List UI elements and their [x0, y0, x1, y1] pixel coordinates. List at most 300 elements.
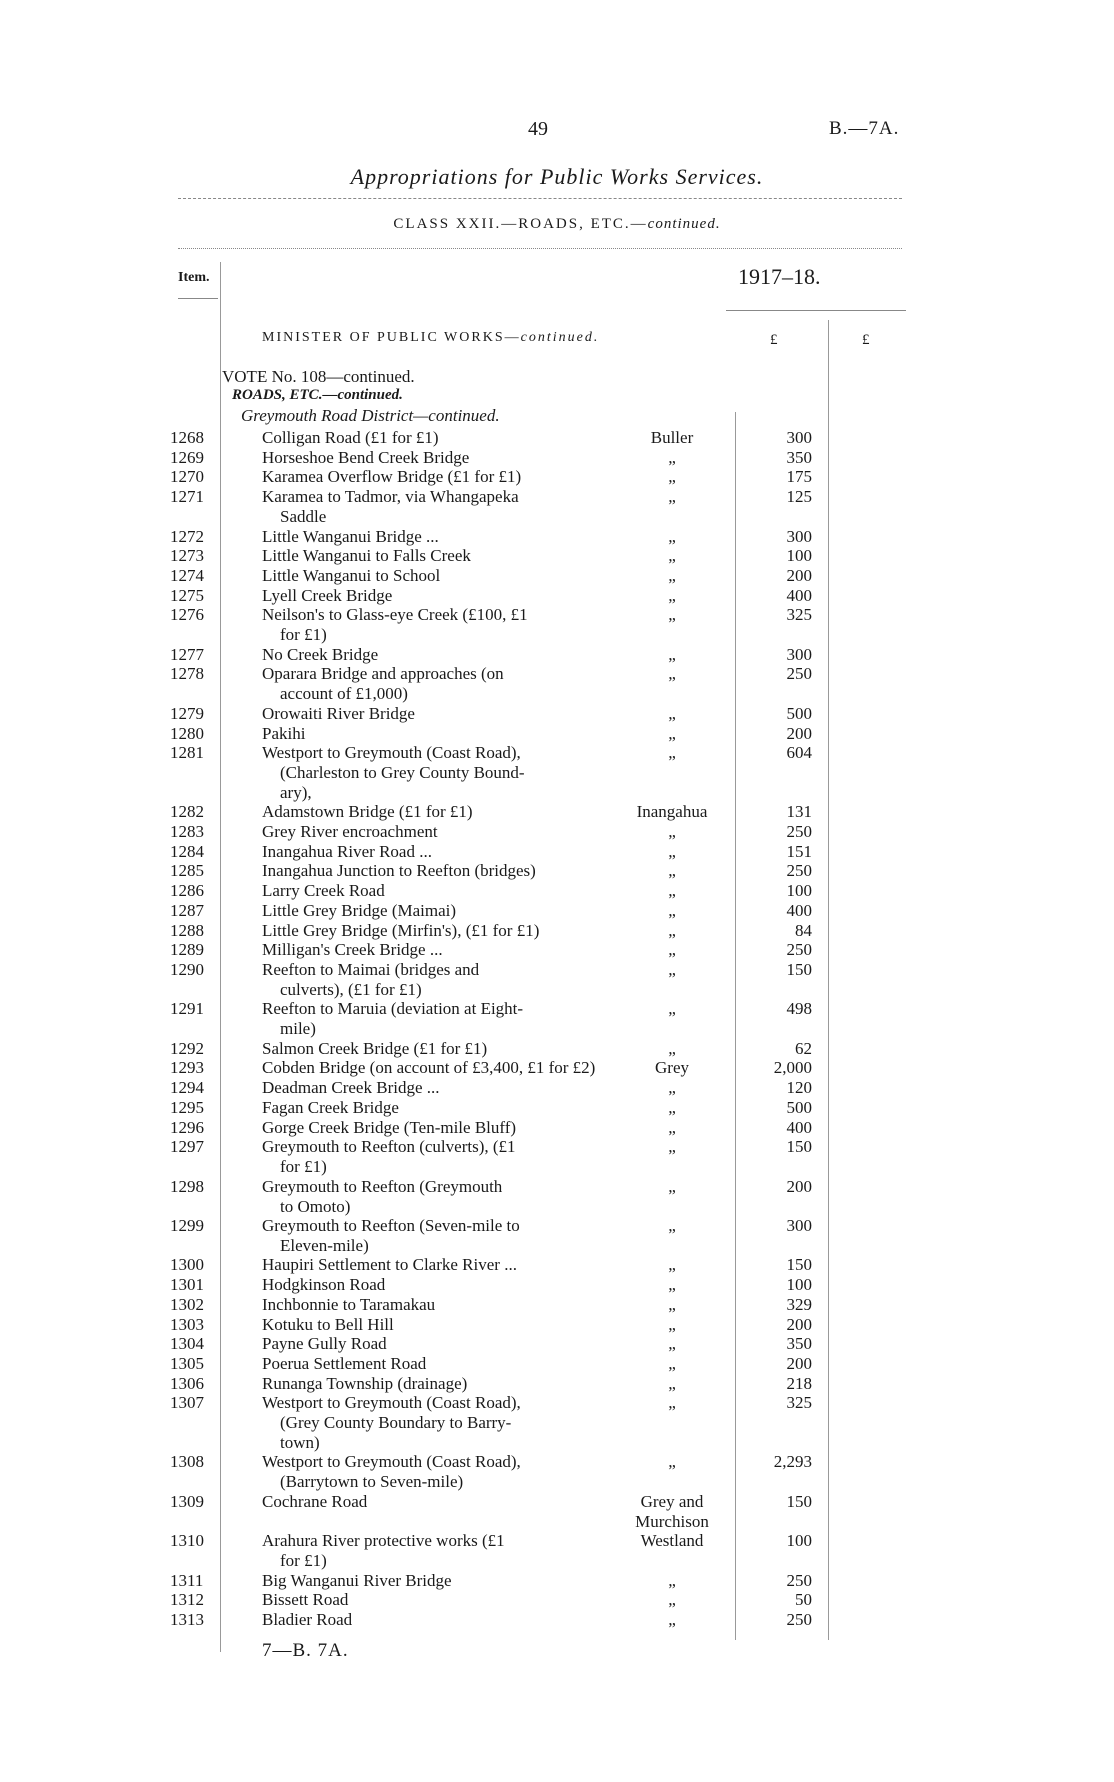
item-description: [262, 645, 592, 665]
district-line: Buller: [650, 428, 694, 447]
item-number: 1296: [170, 1117, 204, 1137]
item-description: [262, 1177, 592, 1217]
table-row: [0, 1354, 1114, 1374]
amount: 350: [786, 1334, 812, 1354]
item-description: [262, 1354, 592, 1374]
table-row: [0, 921, 1114, 941]
district-line: „: [668, 841, 676, 861]
table-row: [0, 1216, 1114, 1255]
item-number: 1306: [170, 1373, 204, 1393]
table-row: [0, 901, 1114, 921]
description-line: Colligan Road (£1 for £1): [262, 428, 439, 447]
district-line: Grey: [655, 1058, 689, 1078]
class-rule: [178, 248, 902, 249]
amount: 2,000: [773, 1058, 812, 1078]
table-row: [0, 959, 1114, 999]
item-number: 1275: [170, 585, 204, 605]
item-number: 1285: [170, 861, 204, 881]
table-row: [0, 1098, 1114, 1118]
electoral-district: [610, 1295, 734, 1315]
district-line: „: [668, 1216, 676, 1235]
electoral-district: [610, 1492, 734, 1532]
table-row: [0, 1610, 1114, 1630]
table-row: [0, 842, 1114, 862]
district-line: „: [668, 999, 676, 1019]
description-line: Inchbonnie to Taramakau: [262, 1294, 436, 1314]
electoral-district: [610, 664, 734, 684]
district-line: „: [668, 861, 676, 881]
item-number: 1310: [170, 1531, 204, 1551]
description-line: Reefton to Maimai (bridges and: [262, 959, 480, 979]
district-line: Murchison: [635, 1511, 709, 1531]
table-row: [0, 881, 1114, 901]
financial-year: 1917–18.: [738, 264, 821, 289]
amount: 218: [786, 1373, 812, 1393]
electoral-district: [610, 566, 734, 586]
item-number: 1299: [170, 1216, 204, 1235]
district-line: „: [668, 447, 676, 467]
description-line: Cobden Bridge (on account of £3,400, £1 for £2): [262, 1058, 596, 1078]
amount: 100: [786, 881, 812, 901]
amount: 498: [786, 999, 812, 1019]
amount: 200: [786, 1176, 812, 1196]
description-line: Oparara Bridge and approaches (on: [262, 664, 504, 684]
item-description: [262, 861, 592, 881]
item-number: 1307: [170, 1393, 204, 1413]
item-description: [262, 802, 592, 822]
item-description: [262, 1590, 592, 1610]
electoral-district: [610, 1216, 734, 1236]
description-line: Larry Creek Road: [262, 881, 385, 901]
table-row: [0, 1374, 1114, 1394]
district-line: „: [668, 743, 676, 763]
electoral-district: [610, 802, 734, 822]
electoral-district: [610, 1098, 734, 1118]
amount: 300: [786, 1216, 812, 1235]
item-description: [262, 1275, 592, 1295]
electoral-district: [610, 1590, 734, 1610]
district-subheading: Greymouth Road District—continued.: [241, 406, 500, 425]
amount: 604: [786, 743, 812, 763]
item-description: [262, 743, 592, 803]
item-description: [262, 1137, 592, 1177]
vote-heading: VOTE No. 108—continued.: [222, 367, 415, 386]
table-row: [0, 940, 1114, 960]
amount: 250: [786, 861, 812, 881]
electoral-district: [610, 1334, 734, 1354]
table-row: [0, 1295, 1114, 1315]
class-heading-text: CLASS XXII.—ROADS, ETC.—: [393, 216, 648, 232]
electoral-district: [610, 1118, 734, 1138]
electoral-district: [610, 822, 734, 842]
amount: 350: [786, 447, 812, 467]
description-line: mile): [280, 1019, 316, 1039]
item-number: 1302: [170, 1294, 204, 1314]
electoral-district: [610, 1039, 734, 1059]
document-reference: B.—7A.: [829, 118, 900, 139]
item-number: 1294: [170, 1078, 204, 1098]
description-line: Bissett Road: [262, 1590, 349, 1610]
item-number: 1308: [170, 1452, 204, 1472]
electoral-district: [610, 467, 734, 487]
electoral-district: [610, 1078, 734, 1098]
item-description: [262, 1295, 592, 1315]
description-line: Karamea Overflow Bridge (£1 for £1): [262, 467, 522, 487]
table-row: [0, 566, 1114, 586]
item-description: [262, 527, 592, 547]
electoral-district: [610, 881, 734, 901]
item-description: [262, 487, 592, 527]
electoral-district: [610, 724, 734, 744]
amount: 120: [786, 1078, 812, 1098]
electoral-district: [610, 1452, 734, 1472]
table-row: [0, 861, 1114, 881]
description-line: (Grey County Boundary to Barry-: [280, 1413, 512, 1433]
description-line: Inangahua River Road ...: [262, 841, 432, 861]
electoral-district: [610, 1393, 734, 1413]
item-number: 1278: [170, 664, 204, 684]
description-line: (Barrytown to Seven-mile): [280, 1472, 464, 1492]
item-description: [262, 1374, 592, 1394]
electoral-district: [610, 487, 734, 507]
description-line: Deadman Creek Bridge ...: [262, 1078, 440, 1098]
electoral-district: [610, 901, 734, 921]
description-line: town): [280, 1433, 320, 1453]
electoral-district: [610, 527, 734, 547]
electoral-district: [610, 921, 734, 941]
amount: 300: [786, 428, 812, 447]
description-line: to Omoto): [280, 1196, 351, 1216]
district-line: „: [668, 546, 676, 566]
item-number: 1284: [170, 841, 204, 861]
description-line: Little Grey Bridge (Maimai): [262, 900, 457, 920]
description-line: for £1): [280, 1551, 327, 1571]
amount: 250: [786, 822, 812, 841]
table-row: [0, 1334, 1114, 1354]
amount: 100: [786, 546, 812, 566]
item-number: 1304: [170, 1334, 204, 1354]
description-line: Adamstown Bridge (£1 for £1): [262, 802, 473, 822]
item-description: [262, 1531, 592, 1571]
item-description: [262, 664, 592, 704]
table-row: [0, 645, 1114, 665]
amount: 329: [786, 1294, 812, 1314]
district-line: Grey and: [640, 1491, 704, 1511]
item-number: 1280: [170, 723, 204, 743]
electoral-district: [610, 1315, 734, 1335]
amount: 250: [786, 940, 812, 960]
item-description: [262, 467, 592, 487]
electoral-district: [610, 605, 734, 625]
item-description: [262, 448, 592, 468]
table-row: [0, 664, 1114, 704]
table-row: [0, 1039, 1114, 1059]
amount: 62: [795, 1038, 812, 1058]
amount: 100: [786, 1531, 812, 1551]
item-number: 1274: [170, 565, 204, 585]
item-number: 1287: [170, 900, 204, 920]
district-line: „: [668, 585, 676, 605]
item-number: 1268: [170, 428, 204, 447]
item-number: 1290: [170, 959, 204, 979]
description-line: Greymouth to Reefton (Greymouth: [262, 1176, 503, 1196]
electoral-district: [610, 586, 734, 606]
minister-heading: [262, 330, 599, 346]
electoral-district: [610, 546, 734, 566]
item-number: 1311: [170, 1570, 204, 1590]
district-line: „: [668, 644, 676, 664]
description-line: Westport to Greymouth (Coast Road),: [262, 1452, 521, 1472]
table-row: [0, 1275, 1114, 1295]
district-line: „: [668, 1610, 676, 1629]
description-line: Salmon Creek Bridge (£1 for £1): [262, 1038, 488, 1058]
item-number: 1303: [170, 1314, 204, 1334]
district-line: „: [668, 565, 676, 585]
district-line: „: [668, 822, 676, 841]
electoral-district: [610, 940, 734, 960]
item-description: [262, 842, 592, 862]
description-line: Milligan's Creek Bridge ...: [262, 940, 443, 960]
amount: 300: [786, 526, 812, 546]
electoral-district: [610, 1137, 734, 1157]
pound-symbol-column-b: £: [862, 332, 870, 348]
table-row: [0, 1491, 1114, 1531]
description-line: Pakihi: [262, 723, 306, 743]
page-title: Appropriations for Public Works Services.: [350, 164, 764, 189]
item-number: 1283: [170, 822, 204, 841]
table-row: [0, 1315, 1114, 1335]
item-number: 1293: [170, 1058, 204, 1078]
district-line: „: [668, 881, 676, 901]
item-description: [262, 1039, 592, 1059]
description-line: for £1): [280, 1157, 327, 1177]
district-line: „: [668, 723, 676, 743]
district-line: „: [668, 959, 676, 979]
amount-column-rule: [828, 320, 829, 1640]
description-line: Westport to Greymouth (Coast Road),: [262, 1393, 521, 1413]
description-line: Haupiri Settlement to Clarke River ...: [262, 1255, 517, 1275]
electoral-district: [610, 1610, 734, 1630]
class-heading-continued: continued.: [647, 216, 721, 232]
description-line: Greymouth to Reefton (Seven-mile to: [262, 1216, 520, 1235]
table-row: [0, 1590, 1114, 1610]
description-line: Greymouth to Reefton (culverts), (£1: [262, 1137, 516, 1157]
item-description: [262, 901, 592, 921]
description-line: Horseshoe Bend Creek Bridge: [262, 447, 470, 467]
table-row: [0, 448, 1114, 468]
item-number: 1279: [170, 703, 204, 723]
amount: 84: [795, 920, 812, 940]
description-line: Fagan Creek Bridge: [262, 1097, 399, 1117]
page-number: 49: [528, 118, 548, 140]
item-description: [262, 881, 592, 901]
table-row: [0, 428, 1114, 448]
district-line: „: [668, 1294, 676, 1314]
item-number: 1276: [170, 605, 204, 625]
amount: 100: [786, 1275, 812, 1295]
description-line: for £1): [280, 625, 327, 645]
item-number: 1309: [170, 1491, 204, 1511]
amount: 50: [795, 1590, 812, 1610]
item-description: [262, 1058, 596, 1078]
district-line: „: [668, 1137, 676, 1157]
item-number: 1281: [170, 743, 204, 763]
item-number: 1272: [170, 526, 204, 546]
amount: 325: [786, 1393, 812, 1413]
description-line: Gorge Creek Bridge (Ten-mile Bluff): [262, 1117, 517, 1137]
description-line: Westport to Greymouth (Coast Road),: [262, 743, 521, 763]
item-description: [262, 704, 592, 724]
item-description: [262, 586, 592, 606]
district-line: „: [668, 1255, 676, 1275]
table-row: [0, 467, 1114, 487]
item-number: 1270: [170, 467, 204, 487]
item-description: [262, 1098, 592, 1118]
district-line: „: [668, 1353, 676, 1373]
item-column-label: Item.: [178, 270, 210, 285]
item-number: 1300: [170, 1255, 204, 1275]
title-rule: [178, 198, 902, 199]
district-line: „: [668, 1176, 676, 1196]
district-line: „: [668, 1393, 676, 1413]
description-line: Inangahua Junction to Reefton (bridges): [262, 861, 536, 881]
electoral-district: [610, 1354, 734, 1374]
district-line: „: [668, 1452, 676, 1472]
description-line: Eleven-mile): [280, 1236, 369, 1255]
item-number: 1273: [170, 546, 204, 566]
district-line: „: [668, 487, 676, 507]
district-line: „: [668, 467, 676, 487]
electoral-district: [610, 448, 734, 468]
amount: 200: [786, 565, 812, 585]
signature-footer: 7—B. 7A.: [262, 1640, 349, 1661]
amount: 250: [786, 1570, 812, 1590]
item-description: [262, 1315, 592, 1335]
description-line: Orowaiti River Bridge: [262, 703, 415, 723]
item-number: 1295: [170, 1097, 204, 1117]
description-line: Little Wanganui Bridge ...: [262, 526, 439, 546]
description-line: Hodgkinson Road: [262, 1275, 386, 1295]
district-line: „: [668, 1117, 676, 1137]
table-row: [0, 546, 1114, 566]
amount: 500: [786, 703, 812, 723]
electoral-district: [610, 1058, 734, 1078]
table-row: [0, 1571, 1114, 1591]
item-description: [262, 546, 592, 566]
item-description: [262, 1571, 592, 1591]
item-description: [262, 428, 592, 448]
electoral-district: [610, 704, 734, 724]
description-line: Reefton to Maruia (deviation at Eight-: [262, 999, 524, 1019]
amount: 500: [786, 1097, 812, 1117]
description-line: ary),: [280, 783, 312, 803]
item-label-rule: [178, 298, 218, 299]
amount: 2,293: [773, 1452, 812, 1472]
item-description: [262, 1255, 592, 1275]
district-line: Westland: [640, 1531, 704, 1551]
district-line: „: [668, 1570, 676, 1590]
table-row: [0, 1058, 1114, 1078]
table-row: [0, 1393, 1114, 1453]
item-description: [262, 566, 592, 586]
amount: 400: [786, 585, 812, 605]
table-row: [0, 605, 1114, 645]
description-line: Little Wanganui to School: [262, 565, 441, 585]
electoral-district: [610, 1255, 734, 1275]
table-row: [0, 1137, 1114, 1177]
amount: 200: [786, 1353, 812, 1373]
district-line: „: [668, 1038, 676, 1058]
table-row: [0, 586, 1114, 606]
electoral-district: [610, 861, 734, 881]
description-line: Lyell Creek Bridge: [262, 585, 393, 605]
class-heading: [0, 216, 1114, 233]
item-description: [262, 1118, 592, 1138]
item-number: 1312: [170, 1590, 204, 1610]
table-row: [0, 1118, 1114, 1138]
item-description: [262, 999, 592, 1039]
district-line: „: [668, 920, 676, 940]
district-line: „: [668, 1275, 676, 1295]
amount: 131: [786, 802, 812, 822]
district-line: „: [668, 900, 676, 920]
district-line: „: [668, 1590, 676, 1610]
amount: 150: [786, 1255, 812, 1275]
amount: 250: [786, 664, 812, 684]
item-number: 1292: [170, 1038, 204, 1058]
electoral-district: [610, 645, 734, 665]
roads-subheading: ROADS, ETC.—continued.: [232, 387, 403, 403]
amount: 150: [786, 1491, 812, 1511]
district-line: „: [668, 1097, 676, 1117]
description-line: Poerua Settlement Road: [262, 1353, 427, 1373]
district-line: „: [668, 1373, 676, 1393]
item-number: 1313: [170, 1610, 204, 1629]
table-row: [0, 1255, 1114, 1275]
table-row: [0, 724, 1114, 744]
amount: 200: [786, 723, 812, 743]
description-line: culverts), (£1 for £1): [280, 979, 422, 999]
item-description: [262, 940, 592, 960]
district-line: „: [668, 605, 676, 625]
table-row: [0, 487, 1114, 527]
item-description: [262, 605, 592, 645]
pound-symbol-column-a: £: [770, 332, 778, 348]
item-number: 1277: [170, 644, 204, 664]
item-description: [262, 822, 592, 842]
item-number: 1282: [170, 802, 204, 822]
amount: 125: [786, 487, 812, 507]
description-line: Bladier Road: [262, 1610, 353, 1629]
item-number: 1289: [170, 940, 204, 960]
amount: 400: [786, 1117, 812, 1137]
amount: 200: [786, 1314, 812, 1334]
description-line: Neilson's to Glass-eye Creek (£100, £1: [262, 605, 528, 625]
item-number: 1301: [170, 1275, 204, 1295]
item-number: 1288: [170, 920, 204, 940]
district-line: „: [668, 1334, 676, 1354]
table-row: [0, 1531, 1114, 1571]
district-line: „: [668, 1078, 676, 1098]
item-description: [262, 1216, 592, 1256]
table-row: [0, 999, 1114, 1039]
description-line: Big Wanganui River Bridge: [262, 1570, 452, 1590]
item-description: [262, 724, 592, 744]
item-number: 1269: [170, 447, 204, 467]
description-line: Runanga Township (drainage): [262, 1373, 468, 1393]
item-number: 1305: [170, 1353, 204, 1373]
item-description: [262, 1492, 592, 1512]
